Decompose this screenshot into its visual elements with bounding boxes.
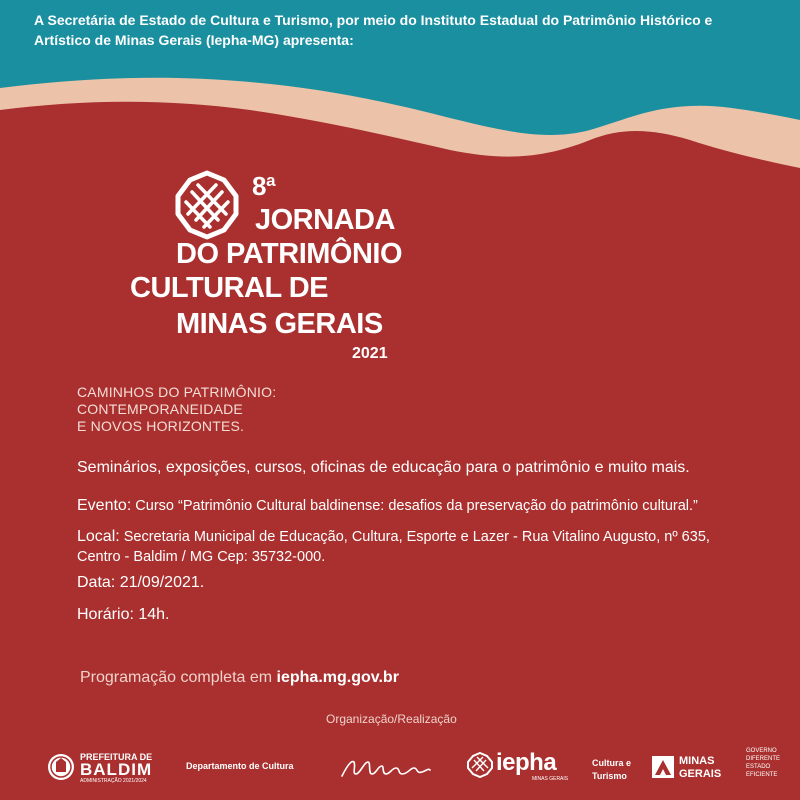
title-ordinal: 8ª [252, 171, 276, 201]
title-line-2: DO PATRIMÔNIO [176, 238, 403, 270]
date-info [77, 573, 204, 593]
gov-line-4: EFICIENTE [746, 772, 778, 778]
iepha-grid-icon [467, 752, 493, 778]
cultura-line-1: Cultura e [592, 758, 632, 768]
date-text: Data: 21/09/2021. [77, 574, 205, 591]
theme-line-2: CONTEMPORANEIDADE [77, 401, 243, 417]
location-label: Local: [77, 528, 120, 545]
title-line-1: JORNADA [255, 204, 395, 236]
programme-url-link[interactable]: iepha.mg.gov.br [276, 669, 399, 686]
minas-signature-logo [338, 754, 434, 780]
baldim-line-2: BALDIM [80, 760, 153, 779]
gov-line-1: GOVERNO [746, 748, 777, 754]
title-line-4: MINAS GERAIS [176, 308, 383, 340]
title-line-3: CULTURAL DE [130, 272, 329, 304]
event-info [77, 496, 698, 516]
intro-line-2: Artístico de Minas Gerais (Iepha-MG) apresenta: [34, 32, 354, 48]
iepha-subtitle: MINAS GERAIS [532, 776, 569, 782]
baldim-logo-text [80, 752, 152, 785]
cultura-turismo-label [592, 757, 638, 783]
baldim-line-3: ADMINISTRAÇÃO 2021/2024 [80, 778, 147, 784]
mg-line-2: GERAIS [679, 768, 722, 780]
intro-line-1: A Secretária de Estado de Cultura e Turismo, por meio do Instituto Estadual do Patrimônio Histórico e [34, 12, 713, 28]
cultura-line-2: Turismo [592, 771, 627, 781]
minas-gerais-triangle-icon [652, 756, 674, 778]
governo-slogan [746, 747, 796, 779]
organization-label: Organização/Realização [326, 712, 457, 726]
title-year: 2021 [352, 345, 388, 362]
gov-line-3: ESTADO [746, 764, 771, 770]
programme-info [80, 669, 399, 687]
theme-text [77, 384, 276, 435]
time-info [77, 605, 170, 625]
location-value-line-2: Centro - Baldim / MG Cep: 35732-000. [77, 549, 326, 565]
iepha-wordmark: iepha [496, 749, 557, 776]
gov-line-2: DIFERENTE [746, 756, 781, 762]
programme-prefix: Programação completa em [80, 669, 277, 686]
location-info [77, 527, 710, 567]
intro-text [34, 10, 784, 50]
department-label: Departamento de Cultura [186, 761, 294, 771]
location-value-line-1: Secretaria Municipal de Educação, Cultura, Esporte e Lazer - Rua Vitalino Augusto, nº 635, [119, 529, 710, 545]
minas-gerais-label [679, 755, 721, 781]
theme-line-3: E NOVOS HORIZONTES. [77, 418, 245, 434]
activities-highlight: Seminários, exposições, cursos, oficinas de educação para o patrimônio e muito mais. [77, 459, 690, 476]
event-value: Curso “Patrimônio Cultural baldinense: desafios da preservação do patrimônio cultural.” [131, 498, 698, 514]
theme-line-1: CAMINHOS DO PATRIMÔNIO: [77, 384, 277, 400]
time-text: Horário: 14h. [77, 606, 170, 623]
baldim-line-1: PREFEITURA DE [80, 752, 153, 762]
event-label: Evento: [77, 497, 132, 514]
baldim-seal-icon [46, 752, 76, 782]
jornada-grid-logo-icon [172, 170, 242, 240]
mg-line-1: MINAS [679, 755, 715, 767]
